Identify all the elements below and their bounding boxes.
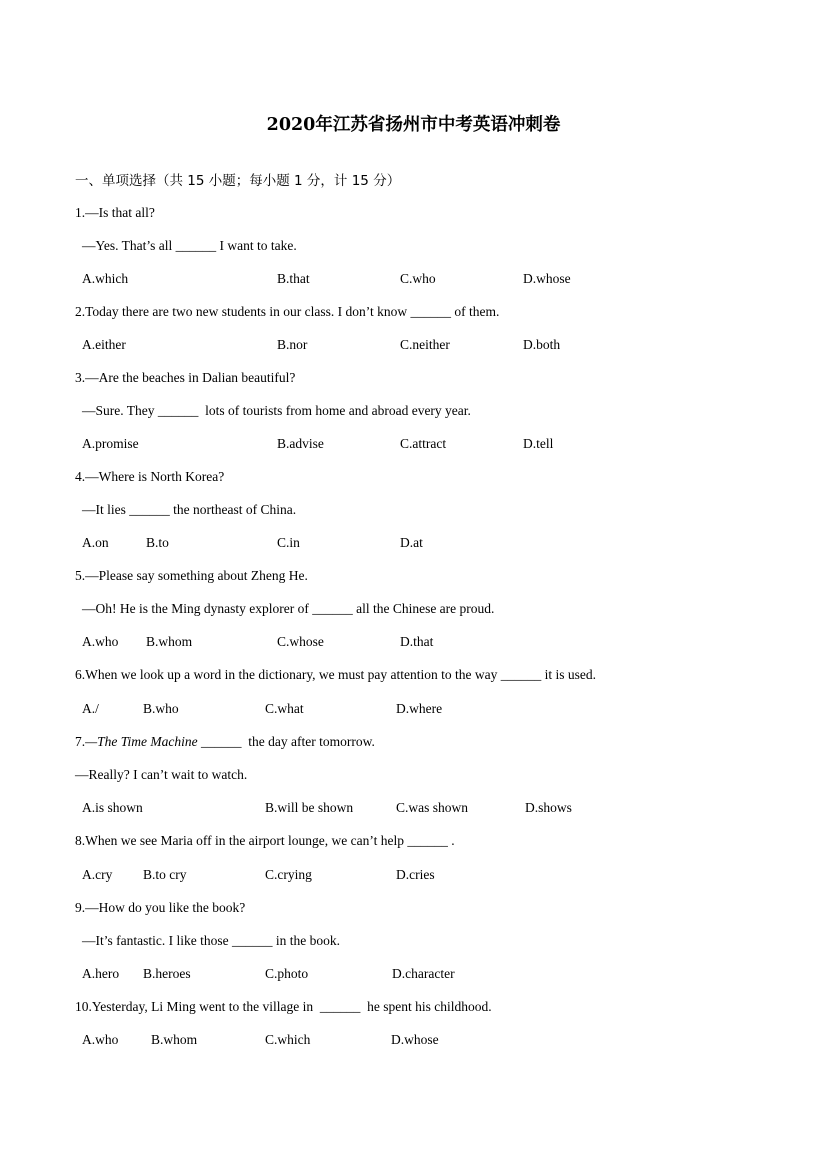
question-8-option-c: C.crying <box>265 867 312 882</box>
question-10-option-c: C.which <box>265 1032 311 1047</box>
question-number: 2. <box>75 304 86 319</box>
question-text: —Where is North Korea? <box>85 469 225 484</box>
question-9-line-2: —It’s fantastic. I like those ______ in the book. <box>82 933 340 948</box>
question-number: 4. <box>75 469 86 484</box>
question-1-option-c: C.who <box>400 271 436 286</box>
question-text: —Are the beaches in Dalian beautiful? <box>85 370 296 385</box>
question-5-line-2: —Oh! He is the Ming dynasty explorer of ______ all the Chinese are proud. <box>82 601 495 616</box>
question-1-option-b: B.that <box>277 271 310 286</box>
question-5-option-b: B.whom <box>146 634 193 649</box>
question-number: 10. <box>75 999 92 1014</box>
question-4-option-c: C.in <box>277 535 300 550</box>
question-4-option-a: A.on <box>82 535 109 550</box>
question-8-stem <box>75 833 455 849</box>
question-10-option-b: B.whom <box>151 1032 198 1047</box>
question-number: 7. <box>75 734 86 749</box>
question-3-option-d: D.tell <box>523 436 554 451</box>
question-8-option-a: A.cry <box>82 867 113 882</box>
question-5-option-a: A.who <box>82 634 119 649</box>
question-number: 8. <box>75 833 86 848</box>
question-5-stem <box>75 568 308 584</box>
question-7-option-c: C.was shown <box>396 800 469 815</box>
question-text: —How do you like the book? <box>85 900 246 915</box>
question-6-stem <box>75 667 596 683</box>
page-title: 2020年江苏省扬州市中考英语冲刺卷 <box>266 115 561 135</box>
question-7-option-b: B.will be shown <box>265 800 354 815</box>
question-3-option-b: B.advise <box>277 436 324 451</box>
question-4-line-2: —It lies ______ the northeast of China. <box>82 502 297 517</box>
question-text: —Please say something about Zheng He. <box>85 568 308 583</box>
question-3-option-c: C.attract <box>400 436 447 451</box>
question-1-option-a: A.which <box>82 271 129 286</box>
question-4-option-d: D.at <box>400 535 423 550</box>
question-number: 1. <box>75 205 86 220</box>
question-9-option-a: A.hero <box>82 966 120 981</box>
question-text: Today there are two new students in our class. I don’t know ______ of them. <box>85 304 500 319</box>
question-number: 3. <box>75 370 86 385</box>
question-4-option-b: B.to <box>146 535 169 550</box>
question-6-option-d: D.where <box>396 701 443 716</box>
question-4-stem <box>75 469 224 485</box>
question-5-option-c: C.whose <box>277 634 324 649</box>
question-1-line-2: —Yes. That’s all ______ I want to take. <box>82 238 297 253</box>
question-1-option-d: D.whose <box>523 271 571 286</box>
question-2-option-c: C.neither <box>400 337 450 352</box>
question-6-option-a: A./ <box>82 701 99 716</box>
question-number: 5. <box>75 568 86 583</box>
question-6-option-c: C.what <box>265 701 304 716</box>
question-9-option-c: C.photo <box>265 966 309 981</box>
question-text: When we see Maria off in the airport lounge, we can’t help ______ . <box>85 833 455 848</box>
question-10-option-a: A.who <box>82 1032 119 1047</box>
question-3-stem <box>75 370 295 386</box>
question-10-stem <box>75 999 492 1015</box>
question-2-option-a: A.either <box>82 337 126 352</box>
question-text: When we look up a word in the dictionary, we must pay attention to the way ______ it is used. <box>85 667 597 682</box>
question-7-line-2: —Really? I can’t wait to watch. <box>75 767 248 782</box>
question-dash: — <box>85 734 98 749</box>
question-1-stem <box>75 205 155 221</box>
question-9-stem <box>75 900 245 916</box>
question-2-option-b: B.nor <box>277 337 308 352</box>
question-6-option-b: B.who <box>143 701 179 716</box>
question-number: 9. <box>75 900 86 915</box>
question-9-option-b: B.heroes <box>143 966 191 981</box>
question-number: 6. <box>75 667 86 682</box>
question-8-option-b: B.to cry <box>143 867 187 882</box>
question-5-option-d: D.that <box>400 634 434 649</box>
question-9-option-d: D.character <box>392 966 455 981</box>
section-heading: 一、单项选择（共 15 小题；每小题 1 分，计 15 分） <box>75 173 401 189</box>
movie-title: The Time Machine <box>97 734 198 749</box>
question-3-line-2: —Sure. They ______ lots of tourists from home and abroad every year. <box>82 403 471 418</box>
question-8-option-d: D.cries <box>396 867 435 882</box>
question-text: ______ the day after tomorrow. <box>197 734 375 749</box>
question-10-option-d: D.whose <box>391 1032 439 1047</box>
question-2-stem <box>75 304 499 320</box>
question-7-stem <box>75 734 375 750</box>
question-7-option-d: D.shows <box>525 800 572 815</box>
question-text: —Is that all? <box>85 205 155 220</box>
question-7-option-a: A.is shown <box>82 800 143 815</box>
question-text: Yesterday, Li Ming went to the village in ______ he spent his childhood. <box>91 999 492 1014</box>
question-2-option-d: D.both <box>523 337 561 352</box>
question-3-option-a: A.promise <box>82 436 139 451</box>
